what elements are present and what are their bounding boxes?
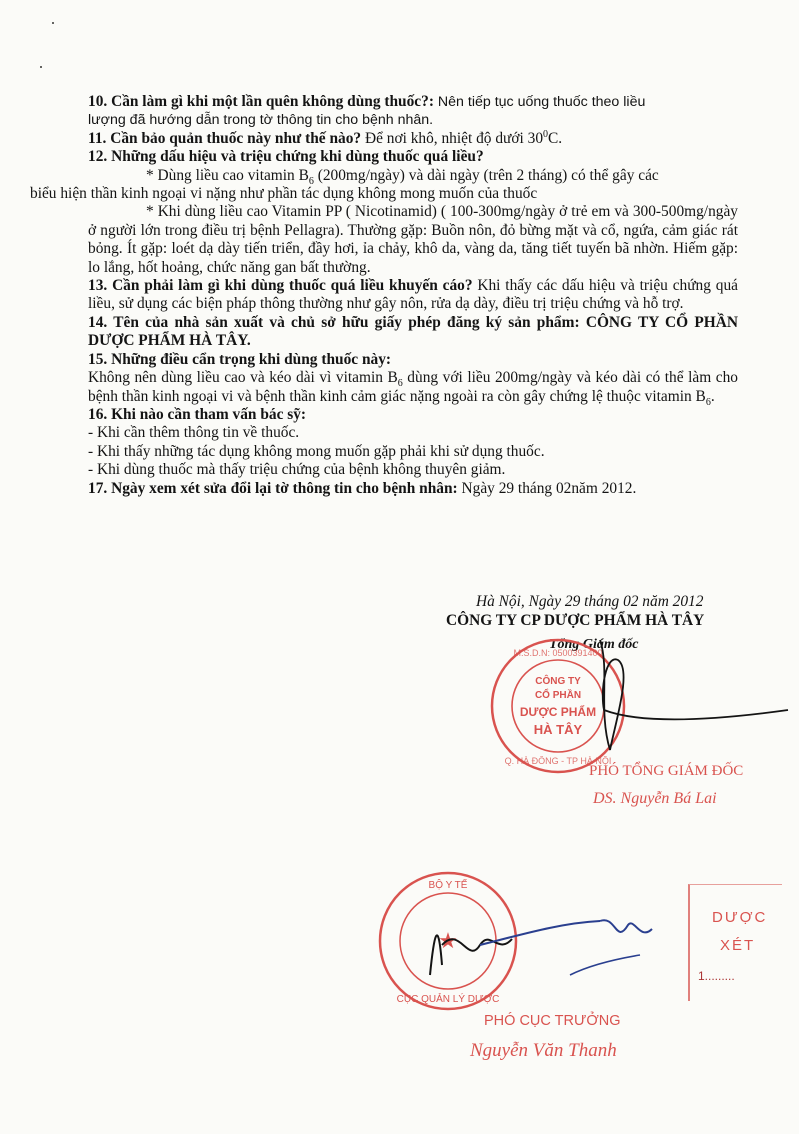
b6-sub: 6: [308, 175, 314, 187]
item-15-text-a: Không nên dùng liều cao và kéo dài vì vitamin B: [88, 369, 398, 387]
approval-box-line: XÉT: [720, 937, 756, 954]
signatory-role: Tổng Giám đốc: [549, 637, 639, 652]
svg-text:★: ★: [438, 928, 458, 953]
item-11: [88, 130, 738, 148]
item-10: [88, 93, 738, 130]
company-name: CÔNG TY CP DƯỢC PHẨM HÀ TÂY: [446, 612, 705, 629]
item-16-heading: 16. Khi nào cần tham vấn bác sỹ:: [88, 405, 307, 423]
item-12-heading: 12. Những dấu hiệu và triệu chứng khi dùng thuốc quá liều?: [88, 148, 484, 166]
item-17-text: Ngày 29 tháng 02năm 2012.: [457, 479, 637, 497]
item-10-heading: 10. Cần làm gì khi một lần quên không dùng thuốc?:: [88, 93, 434, 110]
item-13-text: Khi thấy các dấu hiệu và triệu chứng quá liều, sử dụng các biện pháp thông thường như gây nôn, rửa dạ dày, điều trị triệu chứng và hỗ trợ.: [88, 277, 738, 313]
item-16-bullet: - Khi dùng thuốc mà thấy triệu chứng của bệnh không thuyên giảm.: [88, 461, 506, 479]
seal-line: CỔ PHẦN: [534, 690, 582, 701]
deputy-title: PHÓ TỔNG GIÁM ĐỐC: [589, 763, 744, 779]
scan-speck: [52, 22, 54, 24]
deputy-name: [593, 790, 717, 808]
item-14: 14. Tên của nhà sản xuất và chủ sở hữu giấy phép đăng ký sản phẩm: CÔNG TY CỔ PHẦN DƯỢC PHẨM HÀ TÂY.: [88, 313, 738, 350]
item-17: [88, 480, 738, 498]
seal-ring-text: M.S.D.N: 0500391400: [513, 648, 603, 658]
approval-box-dots: 1.........: [698, 969, 735, 983]
degree-sup: 0: [543, 128, 549, 140]
item-12-para-1: [30, 166, 738, 204]
place-date: Hà Nội, Ngày 29 tháng 02 năm 2012: [476, 593, 704, 610]
b6-sub: 6: [705, 396, 711, 408]
item-16-bullet: - Khi thấy những tác dụng không mong muốn gặp phải khi sử dụng thuốc.: [88, 442, 545, 460]
seal-line: DƯỢC PHẨM: [519, 705, 597, 719]
item-15-heading: 15. Những điều cẩn trọng khi dùng thuốc này:: [88, 350, 392, 368]
approval-box: [688, 884, 782, 1001]
authority-signature: [420, 905, 680, 995]
deputy-name-text: DS. Nguyễn Bá Lai: [593, 790, 717, 807]
authority-name: Nguyễn Văn Thanh: [470, 1040, 617, 1061]
item-13: [88, 277, 738, 314]
item-12-para-1-c: biểu hiện thần kinh ngoại vi nặng như phần tác dụng không mong muốn của thuốc: [30, 185, 538, 203]
item-11-unit: C.: [548, 129, 563, 147]
b6-sub: 6: [397, 378, 403, 390]
item-11-text: Để nơi khô, nhiệt độ dưới 30: [361, 129, 544, 147]
item-11-heading: 11. Cần bảo quản thuốc này như thế nào?: [88, 129, 362, 147]
item-16-bullet: - Khi cần thêm thông tin về thuốc.: [88, 424, 300, 442]
scan-speck: [40, 66, 42, 68]
seal-line: HÀ TÂY: [533, 722, 583, 737]
director-signature: [540, 630, 790, 770]
item-15-text-b: dùng với liều 200mg/ngày và kéo dài có thể làm cho bệnh thần kinh ngoại vi và bệnh thần kinh cảm giác nặng ngoài ra còn gây chứng lệ thuộc vitamin B: [88, 369, 739, 405]
seal-line: CÔNG TY: [535, 676, 581, 687]
item-17-heading: 17. Ngày xem xét sửa đổi lại tờ thông tin cho bệnh nhân:: [88, 479, 458, 497]
authority-title: PHÓ CỤC TRƯỞNG: [484, 1013, 621, 1029]
item-10-text: Nên tiếp tục uống thuốc theo liều: [433, 94, 646, 110]
seal-ring-text: Q. HÀ ĐÔNG - TP HÀ NỘI: [504, 756, 612, 766]
document-body: [30, 93, 739, 498]
item-10-text-cont: lượng đã hướng dẫn trong tờ thông tin cho bệnh nhân.: [88, 112, 434, 129]
item-13-heading: 13. Cần phải làm gì khi dùng thuốc quá liều khuyến cáo?: [88, 277, 473, 295]
svg-text:BỘ Y TẾ: BỘ Y TẾ: [428, 880, 468, 891]
item-12-para-2: * Khi dùng liều cao Vitamin PP ( Nicotinamid) ( 100-300mg/ngày ở trẻ em và 300-500mg/ngày ở người lớn trong điều trị bệnh Pellagra). Thường gặp: Buồn nôn, đỏ bừng mặt và cổ, ngứa, cảm giác rát bỏng. Ít gặp: loét dạ dày tiến triển, đầy hơi, ỉa chảy, khô da, vàng da, tăng tiết tuyến bã nhờn. Hiếm gặp: lo lắng, hốt hoảng, chức năng gan bất thường.: [88, 203, 738, 276]
item-12-para-1-a: * Dùng liều cao vitamin B: [146, 166, 309, 184]
item-15-text-c: .: [710, 387, 715, 405]
item-15-text: [88, 369, 738, 406]
svg-text:CỤC QUẢN LÝ DƯỢC: CỤC QUẢN LÝ DƯỢC: [396, 994, 500, 1005]
approval-box-line: DƯỢC: [712, 909, 768, 926]
item-12-para-1-b: (200mg/ngày) và dài ngày (trên 2 tháng) có thể gây các: [313, 166, 659, 184]
